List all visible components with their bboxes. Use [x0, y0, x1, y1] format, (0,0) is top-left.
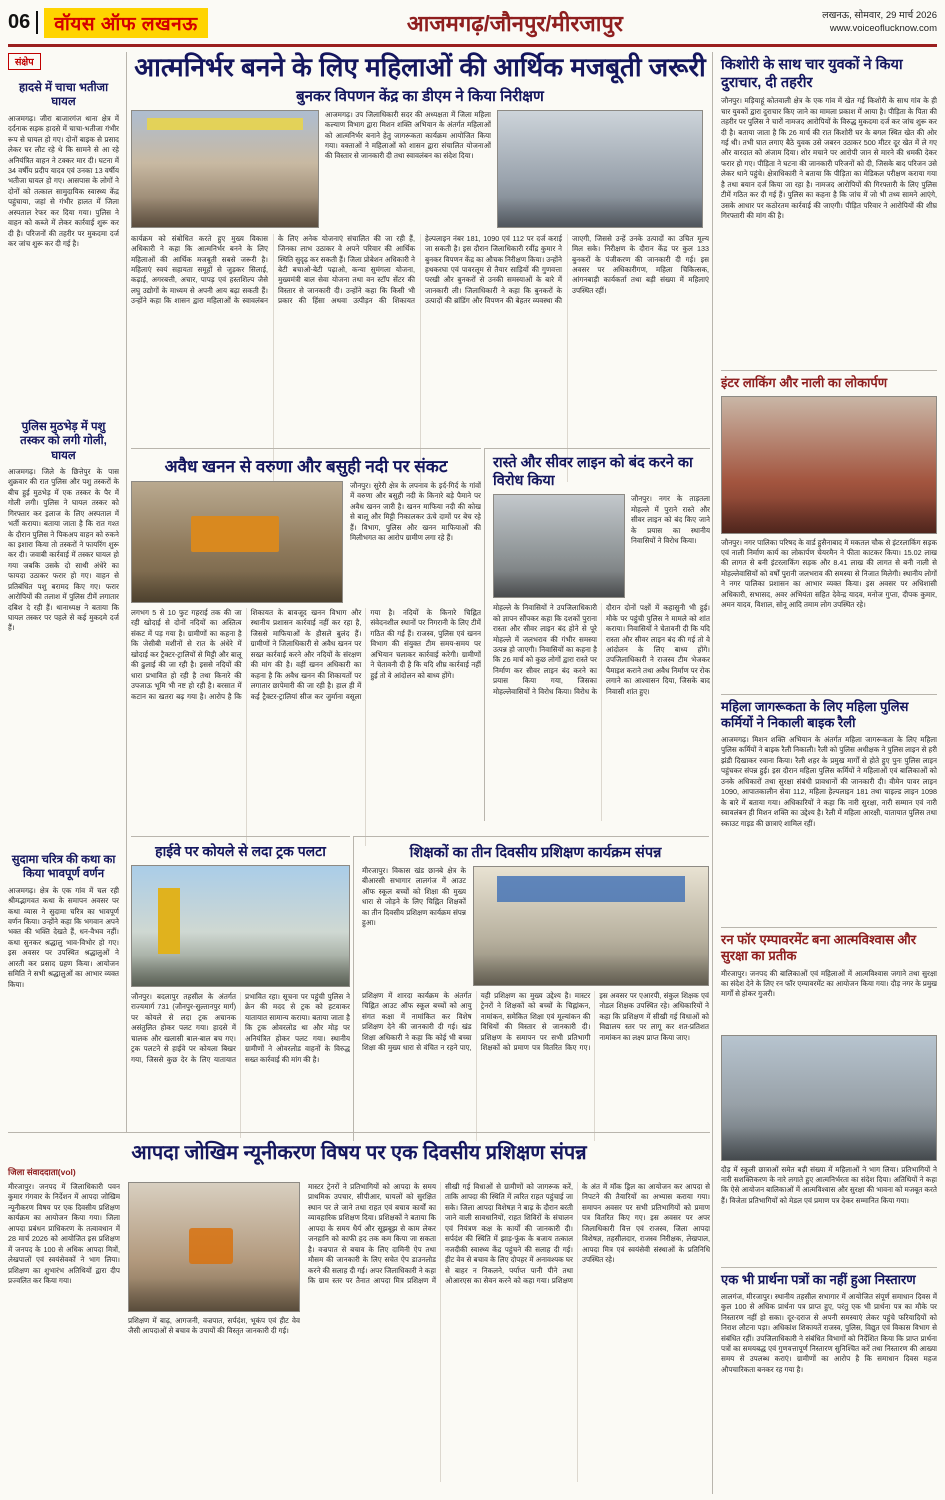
photo-dm-inspection: [497, 110, 703, 228]
brief-title: पुलिस मुठभेड़ में पशु तस्कर को लगी गोली, घायल: [20, 420, 107, 462]
briefs-label: संक्षेप: [8, 53, 41, 70]
run-story: [721, 928, 937, 1268]
region-title: आजमगढ़/जौनपुर/मीरजापुर: [406, 10, 623, 36]
inauguration-headline: इंटर लाकिंग और नाली का लोकार्पण: [721, 375, 888, 391]
assault-story: [721, 52, 937, 371]
paper-name: वॉयस ऑफ लखनऊ: [44, 8, 207, 38]
lead-subhead: बुनकर विपणन केंद्र का डीएम ने किया निरीक्षण: [296, 87, 544, 105]
brief-body: आजमगढ़। क्षेत्र के एक गांव में चल रही श्रीमद्भागवत कथा के समापन अवसर पर कथा व्यास ने सुदामा चरित्र का भावपूर्ण वर्णन किया। उन्होंने कहा कि भगवान अपने भक्त की भक्ति देखते हैं, धन-वैभव नहीं। कथा सुनकर श्रद्धालु भाव-विभोर हो गए। इस अवसर पर उपस्थित श्रद्धालुओं ने आरती कर प्रसाद ग्रहण किया। आयोजन समिति ने सभी श्रद्धालुओं का आभार व्यक्त किया।: [8, 885, 119, 989]
photo-protest-memorandum: [493, 494, 625, 598]
masthead: [8, 5, 937, 47]
photo-training-dais: [473, 866, 709, 986]
brief-story: [8, 420, 119, 847]
brief-story: [8, 853, 119, 1136]
sewer-body: मोहल्ले के निवासियों ने उपजिलाधिकारी को ज्ञापन सौंपकर कहा कि दशकों पुराना रास्ता और सीवर लाइन बंद होने से पूरे मोहल्ले में जलभराव की गंभीर समस्या उत्पन्न हो जाएगी। निवासियों का कहना है कि 26 मार्च को कुछ लोगों द्वारा रास्ते पर निर्माण कर सीवर लाइन बंद करने का प्रयास किया गया, जिसका मोहल्लेवासियों ने विरोध किया। विरोध के दौरान दोनों पक्षों में कहासुनी भी हुई। मौके पर पहुंची पुलिस ने मामले को शांत कराया। निवासियों ने चेतावनी दी कि यदि रास्ता और सीवर लाइन बंद की गई तो वे आंदोलन के लिए बाध्य होंगे। उपजिलाधिकारी ने राजस्व टीम भेजकर पैमाइश कराने तथा अवैध निर्माण पर रोक लगाने का आश्वासन दिया, जिसके बाद निवासी शांत हुए।: [493, 603, 710, 696]
website-url: www.voiceoflucknow.com: [829, 22, 937, 34]
brief-title: सुदामा चरित्र की कथा का किया भावपूर्ण वर्णन: [11, 853, 116, 881]
mining-photo-row: [131, 481, 481, 603]
brief-story: [8, 81, 119, 414]
page-number: 06: [8, 11, 38, 34]
teachers-headline: शिक्षकों का तीन दिवसीय प्रशिक्षण कार्यक्रम संपन्न: [409, 845, 662, 861]
photo-run-event: [721, 1035, 937, 1161]
run-body-bottom: दौड़ में स्कूली छात्राओं समेत बड़ी संख्या में महिलाओं ने भाग लिया। प्रतिभागियों ने नारी सशक्तिकरण के नारे लगाते हुए आत्मनिर्भरता का संदेश दिया। अतिथियों ने कहा कि ऐसे आयोजन बालिकाओं में आत्मविश्वास और सुरक्षा की भावना को मजबूत करते हैं। विजेता प्रतिभागियों को मेडल एवं प्रमाण पत्र देकर सम्मानित किया गया।: [721, 1164, 937, 1205]
masthead-right: [822, 10, 937, 36]
mining-body-side: जौनपुर। सुरेरी क्षेत्र के लपनाव के इर्द-गिर्द के गांवों में वरुणा और बसुही नदी के किनारे बड़े पैमाने पर अवैध खनन जारी है। खनन माफिया नदी की कोख से बालू और मिट्टी निकालकर ऊंचे दामों पर बेच रहे हैं। विभाग, पुलिस और खनन माफियाओं की मिलीभगत का आरोप ग्रामीण लगा रहे हैं।: [350, 481, 481, 543]
lead-body-mid: आजमगढ़। उप जिलाधिकारी सदर की अध्यक्षता में जिला महिला कल्याण विभाग द्वारा मिशन शक्ति अभियान के अंतर्गत महिलाओं को आत्मनिर्भर बनाने हेतु जागरूकता कार्यक्रम आयोजित किया गया। वक्ताओं ने महिलाओं को शासन द्वारा संचालित योजनाओं की विस्तार से जानकारी दी तथा स्वावलंबन का संदेश दिया।: [325, 109, 491, 161]
lead-photo-row: [131, 110, 709, 228]
brief-title: हादसे में चाचा भतीजा घायल: [18, 82, 109, 109]
lead-body: कार्यक्रम को संबोधित करते हुए मुख्य विकास अधिकारी ने कहा कि आत्मनिर्भर बनने के लिए महिलाओं की आर्थिक मजबूती सबसे जरूरी है। महिलाएं स्वयं सहायता समूहों से जुड़कर सिलाई, कढ़ाई, अगरबत्ती, अचार, पापड़ एवं हस्तशिल्प जैसे लघु उद्योगों के माध्यम से अपनी आय बढ़ा सकती हैं। उन्होंने कहा कि शासन द्वारा महिलाओं के स्वावलंबन के लिए अनेक योजनाएं संचालित की जा रही हैं, जिनका लाभ उठाकर वे अपने परिवार की आर्थिक स्थिति सुदृढ़ कर सकती हैं। जिला प्रोबेशन अधिकारी ने बेटी बचाओ-बेटी पढ़ाओ, कन्या सुमंगला योजना, मुख्यमंत्री बाल सेवा योजना तथा वन स्टॉप सेंटर की विस्तार से जानकारी दी। उन्होंने कहा कि किसी भी प्रकार की हिंसा अथवा उत्पीड़न की शिकायत हेल्पलाइन नंबर 181, 1090 एवं 112 पर दर्ज कराई जा सकती है। इस दौरान जिलाधिकारी रवींद्र कुमार ने बुनकर विपणन केंद्र का औचक निरीक्षण किया। उन्होंने हथकरघा एवं पावरलूम से तैयार साड़ियों की गुणवत्ता परखी और बुनकरों से उनकी समस्याओं के बारे में जानकारी ली। जिलाधिकारी ने कहा कि बुनकरों के उत्पादों की ब्रांडिंग और विपणन की बेहतर व्यवस्था की जाएगी, जिससे उन्हें उनके उत्पादों का उचित मूल्य मिल सके। निरीक्षण के दौरान केंद्र पर कुल 133 बुनकरों के पंजीकरण की जानकारी दी गई। इस अवसर पर अधिकारीगण, महिला चिकित्सक, आंगनबाड़ी कार्यकर्ता तथा बड़ी संख्या में महिलाएं उपस्थित रहीं।: [131, 233, 709, 306]
lead-story: [131, 52, 709, 482]
inauguration-story: [721, 371, 937, 694]
bike-rally-body: आजमगढ़। मिशन शक्ति अभियान के अंतर्गत महिला जागरूकता के लिए महिला पुलिस कर्मियों ने बाइक रैली निकाली। रैली को पुलिस अधीक्षक ने पुलिस लाइन से हरी झंडी दिखाकर रवाना किया। रैली शहर के प्रमुख मार्गों से होते हुए पुनः पुलिस लाइन पहुंचकर संपन्न हुई। इस दौरान महिला पुलिस कर्मियों ने महिलाओं एवं बालिकाओं को उनके अधिकारों तथा सुरक्षा संबंधी प्रावधानों की जानकारी दी। वीमेन पावर लाइन 1090, आपातकालीन सेवा 112, महिला हेल्पलाइन 181 तथा चाइल्ड लाइन 1098 के बारे में बताया गया। अधिकारियों ने कहा कि नारी सुरक्षा, नारी सम्मान एवं नारी स्वावलंबन ही मिशन शक्ति का उद्देश्य है। रैली में महिला आरक्षी, यातायात पुलिस तथा स्काउट गाइड की छात्राएं शामिल रहीं।: [721, 735, 937, 828]
photo-truck-crane: [131, 865, 350, 987]
inauguration-body: जौनपुर। नगर पालिका परिषद के वार्ड हुसैनाबाद में मकतल चौक से इंटरलाकिंग सड़क एवं नाली निर्माण कार्य का लोकार्पण चेयरमैन ने फीता काटकर किया। 15.02 लाख की लागत से बनी इंटरलाकिंग सड़क और 8.41 लाख की लागत से बनी नाली से मोहल्लेवासियों को वर्षों पुरानी जलभराव की समस्या से निजात मिलेगी। स्थानीय लोगों ने नगर पालिका प्रशासन का आभार व्यक्त किया। इस अवसर पर अधिशासी अधिकारी, सभासद, अवर अभियंता सहित देवेन्द्र यादव, मनोज गुप्ता, दीपक कुमार, अमन यादव, विशाल, सोनू आदि तमाम लोग उपस्थित रहे।: [721, 537, 937, 610]
truck-story: [131, 836, 350, 1138]
disaster-training-story: [8, 1132, 710, 1494]
applications-story: [721, 1268, 937, 1488]
assault-headline: किशोरी के साथ चार युवकों ने किया दुराचार, दी तहरीर: [721, 57, 903, 92]
bike-rally-story: [721, 695, 937, 929]
sewer-photo-row: [493, 494, 710, 598]
mining-story: [131, 448, 481, 846]
disaster-body-col1: मीरजापुर। जनपद में जिलाधिकारी पवन कुमार गंगवार के निर्देशन में आपदा जोखिम न्यूनीकरण विषय पर एक दिवसीय प्रशिक्षण कार्यक्रम का आयोजन किया गया। जिला आपदा प्रबंधन प्राधिकरण के तत्वावधान में 28 मार्च 2026 को आयोजित इस प्रशिक्षण में जनपद के 100 से अधिक आपदा मित्रों, लेखपालों एवं स्वयंसेवकों ने भाग लिया। प्रशिक्षण का शुभारंभ अतिथियों द्वारा दीप प्रज्वलित कर किया गया।: [8, 1182, 120, 1285]
disaster-photo-stack: [128, 1182, 300, 1482]
sewer-protest-story: [484, 448, 710, 821]
byline: जिला संवाददाता(vol): [8, 1167, 76, 1177]
date-line: लखनऊ, सोमवार, 29 मार्च 2026: [822, 9, 937, 21]
assault-body: जौनपुर। मड़ियाहूं कोतवाली क्षेत्र के एक गांव में खेत गई किशोरी के साथ गांव के ही चार युवकों द्वारा दुराचार किए जाने का मामला प्रकाश में आया है। पीड़िता के पिता की तहरीर पर पुलिस ने चारों नामजद आरोपियों के विरुद्ध मुकदमा दर्ज कर जांच शुरू कर दी है। बताया जाता है कि 26 मार्च की रात किशोरी घर के बगल स्थित खेत की ओर गई थी। तभी घात लगाए बैठे युवक उसे जबरन उठाकर 500 मीटर दूर खेत में ले गए और वारदात को अंजाम दिया। शोर मचाने पर आरोपी जान से मारने की धमकी देकर फरार हो गए। पीड़िता ने घटना की जानकारी परिजनों को दी, जिसके बाद परिजन उसे लेकर थाने पहुंचे। क्षेत्राधिकारी ने बताया कि पीड़िता का मेडिकल परीक्षण कराया गया है तथा बयान दर्ज किया जा रहा है। नामजद आरोपियों की गिरफ्तारी के लिए पुलिस टीमें गठित कर दी गई हैं। पुलिस का कहना है कि जांच में जो भी तथ्य सामने आएंगे, उसके आधार पर कठोरतम कार्रवाई की जाएगी। पीड़ित परिवार ने आरोपियों की शीघ्र गिरफ्तारी की मांग की है।: [721, 96, 937, 221]
applications-body: लालगंज, मीरजापुर। स्थानीय तहसील सभागार में आयोजित संपूर्ण समाधान दिवस में कुल 100 से अधिक प्रार्थना पत्र प्राप्त हुए, परंतु एक भी प्रार्थना पत्र का मौके पर निस्तारण नहीं हो सका। दूर-दराज से अपनी समस्याएं लेकर पहुंचे फरियादियों को निराश लौटना पड़ा। अधिकांश शिकायतें राजस्व, पुलिस, विद्युत एवं विकास विभाग से संबंधित रहीं। उपजिलाधिकारी ने संबंधित विभागों को निर्देशित किया कि प्राप्त प्रार्थना पत्रों का समयबद्ध एवं गुणवत्तापूर्ण निस्तारण सुनिश्चित करें तथा निस्तारण की आख्या समय से उपलब्ध कराएं। ग्रामीणों का आरोप है कि समाधान दिवस महज औपचारिकता बनकर रह गया है।: [721, 1291, 937, 1374]
disaster-body-mid: प्रशिक्षण में बाढ़, आगजनी, वज्रपात, सर्पदंश, भूकंप एवं हीट वेव जैसी आपदाओं से बचाव के उपायों की विस्तृत जानकारी दी गई।: [128, 1316, 300, 1336]
disaster-headline: आपदा जोखिम न्यूनीकरण विषय पर एक दिवसीय प्रशिक्षण संपन्न: [131, 1142, 587, 1164]
run-headline: रन फॉर एम्पावरमेंट बना आत्मविश्वास और सुरक्षा का प्रतीक: [721, 932, 917, 964]
run-body-top: मीरजापुर। जनपद की बालिकाओं एवं महिलाओं में आत्मविश्वास जगाने तथा सुरक्षा का संदेश देने के लिए रन फॉर एम्पावरमेंट का आयोजन किया गया। दौड़ नगर के प्रमुख मार्गों से होकर गुजरी।: [721, 968, 937, 999]
disaster-body: मास्टर ट्रेनरों ने प्रतिभागियों को आपदा के समय प्राथमिक उपचार, सीपीआर, घायलों को सुरक्षित स्थान पर ले जाने तथा राहत एवं बचाव कार्यों का व्यावहारिक प्रशिक्षण दिया। प्रशिक्षकों ने बताया कि आपदा के समय धैर्य और सूझबूझ से काम लेकर जनहानि को काफी हद तक कम किया जा सकता है। वज्रपात से बचाव के लिए दामिनी ऐप तथा मौसम की जानकारी के लिए सचेत ऐप डाउनलोड करने की सलाह दी गई। अपर जिलाधिकारी ने कहा कि ग्राम स्तर पर तैनात आपदा मित्र प्रशिक्षण में सीखी गई विधाओं से ग्रामीणों को जागरूक करें, ताकि आपदा की स्थिति में त्वरित राहत पहुंचाई जा सके। जिला आपदा विशेषज्ञ ने बाढ़ के दौरान बरती जाने वाली सावधानियों, राहत शिविरों के संचालन एवं नियंत्रण कक्ष के कार्यों की जानकारी दी। सर्पदंश की स्थिति में झाड़-फूंक के बजाय तत्काल नजदीकी स्वास्थ्य केंद्र पहुंचने की सलाह दी गई। हीट वेव से बचाव के लिए दोपहर में अनावश्यक घर से बाहर न निकलने, पर्याप्त पानी पीने तथा ओआरएस का सेवन करने को कहा गया। प्रशिक्षण के अंत में मॉक ड्रिल का आयोजन कर आपदा से निपटने की तैयारियों का अभ्यास कराया गया। समापन अवसर पर सभी प्रतिभागियों को प्रमाण पत्र वितरित किए गए। इस अवसर पर अपर जिलाधिकारी वित्त एवं राजस्व, जिला आपदा विशेषज्ञ, तहसीलदार, राजस्व निरीक्षक, लेखपाल, आपदा मित्र एवं स्वयंसेवी संस्थाओं के प्रतिनिधि उपस्थित रहे।: [308, 1182, 710, 1285]
brief-body: आजमगढ़। जिले के छित्तेपुर के पास शुक्रवार की रात पुलिस और पशु तस्करों के बीच हुई मुठभेड़ में एक तस्कर के पैर में गोली लगी। पुलिस ने घायल तस्कर को गिरफ्तार कर इलाज के लिए अस्पताल में भर्ती कराया। बताया जाता है कि रात गश्त के दौरान पुलिस ने पिकअप वाहन को रुकने का इशारा किया तो तस्करों ने फायरिंग शुरू कर दी। जवाबी कार्रवाई में तस्कर घायल हो गया जबकि उसके दो साथी अंधेरे का फायदा उठाकर फरार हो गए। वाहन से प्रतिबंधित पशु बरामद किए गए। फरार आरोपियों की तलाश में पुलिस टीमें लगातार दबिश दे रही हैं। थानाध्यक्ष ने बताया कि घायल तस्कर पर पहले से कई मुकदमे दर्ज हैं।: [8, 466, 119, 633]
brief-body: आजमगढ़। जीरा बाजारगंज थाना क्षेत्र में दर्दनाक सड़क हादसे में चाचा-भतीजा गंभीर रूप से घायल हो गए। दोनों बाइक से प्रसाद लेकर घर लौट रहे थे कि सामने से आ रहे अनियंत्रित वाहन ने टक्कर मार दी। घटना में 34 वर्षीय प्रदीप यादव एवं उनका 13 वर्षीय भतीजा घायल हो गए। आसपास के लोगों ने दोनों को तत्काल सामुदायिक स्वास्थ्य केंद्र पहुंचाया, जहां से गंभीर हालत में जिला अस्पताल रेफर कर दिया गया। पुलिस ने वाहन को कब्जे में लेकर कार्रवाई शुरू कर दी है। परिजनों की तहरीर पर मुकदमा दर्ज कर जांच शुरू कर दी गई है।: [8, 113, 119, 248]
truck-body: जौनपुर। बदलापुर तहसील के अंतर्गत राज्यमार्ग 731 (जौनपुर-सुल्तानपुर मार्ग) पर कोयले से लदा ट्रक अचानक असंतुलित होकर पलट गया। हादसे में चालक और खलासी बाल-बाल बच गए। ट्रक पलटने से हाईवे पर कोयला बिखर गया, जिससे कुछ देर के लिए यातायात प्रभावित रहा। सूचना पर पहुंची पुलिस ने क्रेन की मदद से ट्रक को हटवाकर यातायात सामान्य कराया। बताया जाता है कि ट्रक ओवरलोड था और मोड़ पर अनियंत्रित होकर पलट गया। स्थानीय ग्रामीणों ने ओवरलोड वाहनों के विरुद्ध सख्त कार्रवाई की मांग की है।: [131, 992, 350, 1064]
teachers-photo-row: [362, 866, 709, 986]
right-column: [712, 52, 937, 1494]
masthead-left: [8, 8, 208, 38]
truck-headline: हाईवे पर कोयले से लदा ट्रक पलटा: [155, 843, 326, 859]
mining-body: लगभग 5 से 10 फुट गहराई तक की जा रही खोदाई से दोनों नदियों का अस्तित्व संकट में पड़ गया है। ग्रामीणों का कहना है कि जेसीबी मशीनों से रात के अंधेरे में खोदाई कर ट्रैक्टर-ट्रालियों से मिट्टी और बालू की ढुलाई की जा रही है। इससे नदियों की धारा प्रभावित हो रही है तथा किनारे की उपजाऊ भूमि भी नष्ट हो रही है। बरसात में कटान का खतरा बढ़ गया है। आरोप है कि शिकायत के बावजूद खनन विभाग और स्थानीय प्रशासन कार्रवाई नहीं कर रहा है, जिससे माफियाओं के हौसले बुलंद हैं। ग्रामीणों ने जिलाधिकारी से अवैध खनन पर सख्त कार्रवाई करने और नदियों के संरक्षण की मांग की है। वहीं खनन अधिकारी का कहना है कि अवैध खनन की शिकायतों पर लगातार छापेमारी की जा रही है। हाल ही में कई ट्रैक्टर-ट्रालियां सीज कर जुर्माना वसूला गया है। नदियों के किनारे चिह्नित संवेदनशील स्थानों पर निगरानी के लिए टीमें गठित की गई हैं। राजस्व, पुलिस एवं खनन विभाग की संयुक्त टीम समय-समय पर अभियान चलाकर कार्रवाई करेगी। ग्रामीणों ने चेतावनी दी है कि यदि शीघ्र कार्रवाई नहीं हुई तो वे आंदोलन को बाध्य होंगे।: [131, 608, 481, 701]
photo-inauguration: [721, 396, 937, 534]
lead-headline: आत्मनिर्भर बनने के लिए महिलाओं की आर्थिक मजबूती जरूरी: [134, 52, 706, 82]
bike-rally-headline: महिला जागरूकता के लिए महिला पुलिस कर्मियों ने निकाली बाइक रैली: [721, 698, 909, 730]
briefs-column: [8, 52, 127, 1132]
photo-excavator: [131, 481, 343, 603]
sewer-body-side: जौनपुर। नगर के ताड़तला मोहल्ले में पुराने रास्ते और सीवर लाइन को बंद किए जाने के प्रयास का स्थानीय निवासियों ने विरोध किया।: [631, 494, 710, 545]
disaster-content-row: [8, 1182, 710, 1482]
photo-disaster-training: [128, 1182, 300, 1312]
sewer-headline: रास्ते और सीवर लाइन को बंद करने का विरोध किया: [493, 455, 693, 490]
teachers-body-side: मीरजापुर। विकास खंड छानबे क्षेत्र के बीआरसी सभागार लालगंज में आउट ऑफ स्कूल बच्चों को शिक्षा की मुख्य धारा से जोड़ने के लिए चिह्नित शिक्षकों का तीन दिवसीय प्रशिक्षण कार्यक्रम संपन्न हुआ।: [362, 866, 466, 928]
teachers-body: प्रशिक्षण में शारदा कार्यक्रम के अंतर्गत चिह्नित आउट ऑफ स्कूल बच्चों को आयु संगत कक्षा में नामांकित कर विशेष प्रशिक्षण देने की जानकारी दी गई। खंड शिक्षा अधिकारी ने कहा कि कोई भी बच्चा शिक्षा की मुख्य धारा से वंचित न रहने पाए, यही प्रशिक्षण का मुख्य उद्देश्य है। मास्टर ट्रेनरों ने शिक्षकों को बच्चों के चिह्नांकन, नामांकन, समेकित शिक्षा एवं मूल्यांकन की विधियों की विस्तार से जानकारी दी। प्रशिक्षण के समापन पर सभी प्रतिभागी शिक्षकों को प्रमाण पत्र वितरित किए गए। इस अवसर पर एआरपी, संकुल शिक्षक एवं नोडल शिक्षक उपस्थित रहे। अधिकारियों ने कहा कि प्रशिक्षण में सीखी गई विधाओं को विद्यालय स्तर पर लागू कर शत-प्रतिशत नामांकन का लक्ष्य प्राप्त किया जाए।: [362, 991, 709, 1053]
mining-headline: अवैध खनन से वरुणा और बसुही नदी पर संकट: [164, 457, 448, 476]
photo-felicitation-ceremony: [131, 110, 319, 228]
teachers-training-story: [353, 836, 709, 1141]
applications-headline: एक भी प्रार्थना पत्रों का नहीं हुआ निस्तारण: [721, 1271, 916, 1287]
